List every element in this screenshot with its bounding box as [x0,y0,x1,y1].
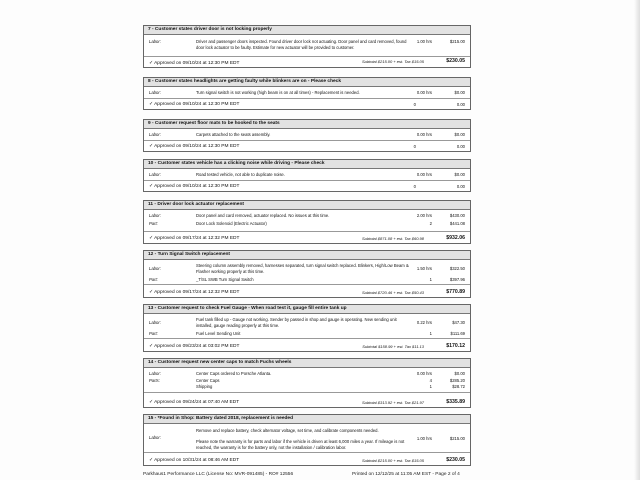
subtotal-text: Subtotal $313.92 + est. Tax $21.97 [361,400,424,405]
row-label: Labor: [149,172,161,177]
row-quantity: 1 [429,331,432,336]
approval-text: ✓ Approved on 09/10/24 at 12:30 PM EDT [149,184,240,189]
divider [144,180,470,181]
subtotal-text: Subtotal $720.46 + est. Tax $50.43 [361,290,424,295]
row-description: Center Caps [196,378,220,383]
row-quantity: 1.00 hrs [416,39,432,44]
subtotal-text: Subtotal $871.08 + est. Tax $60.98 [361,236,424,241]
row-description: Please note the warranty is for parts and labor if the vehicle is driven at least 6,000 miles a year. If mileage is not reached, the warranty is for the battery only, not the installation / calibration labor. [196,439,405,450]
approval-text: ✓ Approved on 10/31/24 at 08:46 AM EDT [149,458,240,463]
row-description: Center Caps ordered to Porsche Atlanta. [196,371,272,376]
row-description: Fuel Level Sending Unit [196,331,241,336]
section-header [144,26,470,35]
approval-amount: 0.00 [456,184,465,189]
section-total: $230.05 [446,457,465,463]
row-description: Driver and passenger doors inspected. Found driver door lock not actuating. Door panel and card removed, found door lock actuator to be faulty. Estimate for new actuator will be provided to customer. [196,39,407,50]
row-description: Carpets attached to the seats assembly. [196,132,271,137]
section-header [144,415,470,424]
row-label: Labor: [149,90,161,95]
section-total: $932.06 [446,235,465,241]
service-section-11 [143,200,471,244]
row-quantity: 2.00 hrs [416,213,432,218]
approval-text: ✓ Approved on 09/17/24 at 12:32 PM EDT [149,236,240,241]
row-quantity: 0.00 hrs [416,371,432,376]
footer-company: Parkhaus1 Performance LLC (License No: MVR-091485) - RO# 12556 [143,472,294,477]
service-section-8 [143,77,471,110]
row-amount: $322.50 [449,266,465,271]
approval-quantity: 0 [413,102,416,107]
section-title: 12 - Turn Signal Switch replacement [148,252,231,257]
section-title: 10 - Customer states vehicle has a clicking noise while driving - Please check [148,161,325,166]
section-title: 13 - Customer request to check Fuel Gauge - When road test it, gauge fill entire tank up [148,306,347,311]
divider [144,140,470,141]
approval-quantity: 0 [413,144,416,149]
row-amount: $0.00 [454,132,465,137]
subtotal-text: Subtotal $215.00 + est. Tax $15.05 [361,458,424,463]
section-total: $770.89 [446,289,465,295]
row-description: Remove and replace battery, check alternator voltage, set time, and calibrate components needed. [196,428,379,433]
row-amount: $285.20 [449,378,465,383]
row-quantity: 0.22 hrs [416,320,432,325]
approval-quantity: 0 [413,184,416,189]
row-quantity: 2 [429,221,432,226]
row-amount: $215.00 [449,436,465,441]
row-label: Part: [149,277,158,282]
row-amount: $0.00 [454,90,465,95]
row-amount: $28.72 [452,384,465,389]
row-quantity: 1 [429,277,432,282]
subtotal-text: Subtotal $215.00 + est. Tax $15.05 [361,59,424,64]
row-quantity: 0.00 hrs [416,132,432,137]
section-header [144,305,470,314]
row-description: Road tested vehicle, not able to duplicate noise. [196,172,285,177]
section-title: 8 - Customer states headlights are getting faulty while blinkers are on - Please check [148,79,342,84]
section-header [144,78,470,87]
service-section-15 [143,414,471,466]
row-quantity: 0.00 hrs [416,90,432,95]
approval-text: ✓ Approved on 09/10/24 at 12:30 PM EDT [149,61,240,66]
row-description: Door Lock Solenoid (Electric Actuator) [196,221,267,226]
row-amount: $111.69 [450,331,465,336]
section-header [144,201,470,210]
service-section-13 [143,304,471,352]
row-amount: $0.00 [454,371,465,376]
row-label: Labor: [149,435,161,440]
section-total: $170.12 [446,343,465,349]
section-header [144,251,470,260]
row-label: Labor: [149,132,161,137]
footer-print-info: Printed on 12/12/25 at 11:05 AM EST - Page 2 of 4 [352,472,460,477]
approval-text: ✓ Approved on 09/23/24 at 03:02 PM EDT [149,344,240,349]
section-title: 15 - *Found in Shop: Battery dated 2018, replacement is needed [148,416,294,421]
row-label: Labor: [149,213,161,218]
divider [144,56,470,57]
section-title: 14 - Customer request new center caps to match Fuchs wheels [148,360,292,365]
row-quantity: 4 [429,378,432,383]
row-label: Part: [149,331,158,336]
approval-text: ✓ Approved on 09/10/24 at 12:30 PM EDT [149,144,240,149]
row-description: Fuel tank filled up - Gauge not working. Sender by passed in shop and gauge is operating. New sending unit installed, gauge reading properly at this time. [196,317,397,328]
divider [144,284,470,285]
section-total: $230.05 [446,58,465,64]
row-quantity: 0.00 hrs [416,172,432,177]
service-section-12 [143,250,471,298]
row-description: Shipping [196,384,213,389]
row-description: Turn signal switch is not working (high beam is on at all times) - Replacement is needed. [196,90,360,95]
section-header [144,359,470,368]
row-description: _T/SL SWB Turn Signal Switch [196,277,254,282]
divider [144,338,470,339]
service-section-9 [143,119,471,152]
row-amount: $397.96 [449,277,465,282]
approval-text: ✓ Approved on 09/24/24 at 07:40 AM EDT [149,400,240,405]
section-title: 9 - Customer request floor mats to be hooked to the seats [148,121,280,126]
row-label: Labor: [149,320,161,325]
row-label: Parts: [149,378,160,383]
row-label: Labor: [149,39,161,44]
row-quantity: 1.00 hrs [416,436,432,441]
approval-amount: 0.00 [456,144,465,149]
approval-text: ✓ Approved on 09/10/24 at 12:30 PM EDT [149,102,240,107]
section-header [144,120,470,129]
service-section-10 [143,159,471,192]
section-header [144,160,470,169]
row-label: Labor: [149,371,161,376]
row-amount: $0.00 [454,172,465,177]
divider [144,231,470,232]
row-amount: $441.08 [449,221,465,226]
service-section-7 [143,25,471,68]
row-amount: $47.30 [452,320,465,325]
row-quantity: 1.50 hrs [416,266,432,271]
row-quantity: 1 [429,384,432,389]
section-total: $335.89 [446,399,465,405]
divider [144,452,470,453]
subtotal-text: Subtotal $158.99 + est. Tax $11.13 [362,344,424,349]
section-title: 7 - Customer states driver door is not locking properly [148,27,272,32]
row-description: Steering column assembly removed, harnesses separated, turn signal switch replaced. Blinkers, High/Low Beam & Flasher working properly at this time. [196,263,409,274]
section-title: 11 - Driver door lock actuator replacement [148,202,244,207]
divider [144,392,470,393]
divider [144,98,470,99]
approval-amount: 0.00 [456,102,465,107]
service-section-14 [143,358,471,408]
row-amount: $430.00 [449,213,465,218]
row-label: Part: [149,221,158,226]
approval-text: ✓ Approved on 09/17/24 at 12:32 PM EDT [149,290,240,295]
row-label: Labor: [149,266,161,271]
row-description: Door panel and card removed, actuator replaced. No issues at this time. [196,213,330,218]
row-amount: $215.00 [449,39,465,44]
